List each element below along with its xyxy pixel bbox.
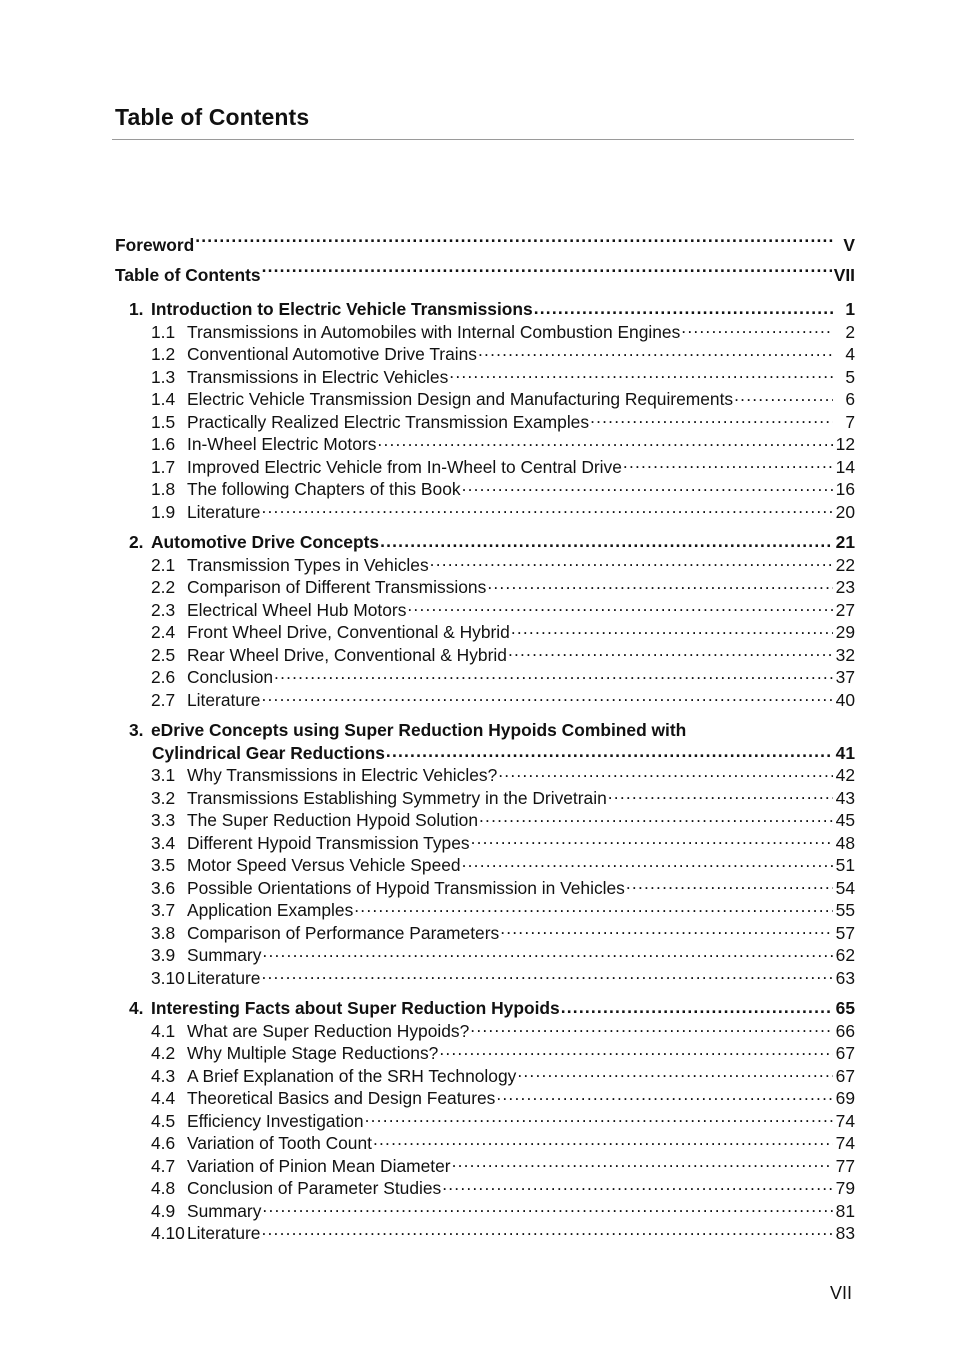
- toc-section-entry: [115, 478, 855, 501]
- chapter-number: 4.: [129, 998, 144, 1018]
- section-title: Motor Speed Versus Vehicle Speed: [187, 855, 461, 875]
- toc-section-entry: [115, 1020, 855, 1043]
- section-number: 2.7: [151, 689, 176, 710]
- section-title: Possible Orientations of Hypoid Transmission in Vehicles: [187, 877, 625, 898]
- toc-section-entry: [115, 621, 855, 644]
- dot-leader: [262, 260, 832, 284]
- dot-leader: [377, 433, 833, 455]
- section-number: 4.10: [151, 1223, 185, 1243]
- section-title: Front Wheel Drive, Conventional & Hybrid: [187, 622, 510, 642]
- dot-leader: [430, 554, 833, 576]
- section-number: 2.2: [151, 577, 176, 597]
- page-number: VII: [829, 1283, 852, 1303]
- toc-front-entry: [115, 230, 855, 260]
- toc-section-entry: [115, 944, 855, 967]
- section-page: 29: [835, 622, 855, 642]
- dot-leader: [626, 877, 833, 899]
- section-page: 51: [835, 855, 855, 875]
- section-page: 43: [835, 787, 855, 808]
- section-page: 16: [835, 479, 855, 499]
- section-page: 45: [835, 810, 855, 830]
- dot-leader: [386, 742, 833, 766]
- section-title: Literature: [187, 501, 261, 522]
- dot-leader: [261, 1222, 833, 1244]
- toc-section-entry: [115, 1155, 855, 1178]
- toc-section-entry: [115, 787, 855, 810]
- dot-leader: [681, 321, 833, 343]
- section-page: 40: [835, 689, 855, 710]
- dot-leader: [487, 576, 833, 598]
- section-title: Literature: [187, 967, 261, 988]
- section-number: 4.4: [151, 1088, 176, 1108]
- toc-section-entry: [115, 1110, 855, 1133]
- dot-leader: [262, 944, 833, 966]
- section-number: 1.8: [151, 479, 176, 499]
- section-title: Literature: [187, 1223, 261, 1243]
- section-page: 67: [835, 1065, 855, 1086]
- section-number: 4.7: [151, 1155, 176, 1176]
- section-title: Improved Electric Vehicle from In-Wheel to Central Drive: [187, 456, 622, 477]
- section-page: 67: [835, 1043, 855, 1063]
- section-number: 1.1: [151, 321, 176, 342]
- dot-leader: [439, 1042, 833, 1064]
- section-number: 3.5: [151, 855, 176, 875]
- section-number: 3.1: [151, 765, 176, 785]
- section-title: What are Super Reduction Hypoids?: [187, 1020, 470, 1041]
- section-page: 63: [835, 967, 855, 988]
- toc-section-entry: [115, 433, 855, 456]
- section-page: 54: [835, 877, 855, 898]
- section-page: 79: [835, 1178, 855, 1198]
- dot-leader: [478, 343, 833, 365]
- toc-section-entry: [115, 321, 855, 344]
- section-page: 14: [835, 456, 855, 477]
- section-title: Comparison of Performance Parameters: [187, 922, 500, 943]
- dot-leader: [561, 997, 833, 1021]
- dot-leader: [261, 689, 833, 711]
- section-title: The following Chapters of this Book: [187, 479, 461, 499]
- section-number: 3.3: [151, 810, 176, 830]
- dot-leader: [534, 298, 833, 322]
- toc-chapter-heading: [115, 531, 855, 554]
- section-title: Practically Realized Electric Transmission Examples: [187, 411, 590, 432]
- toc-section-entry: [115, 1087, 855, 1110]
- section-title: Rear Wheel Drive, Conventional & Hybrid: [187, 644, 507, 665]
- section-title: Conclusion: [187, 667, 274, 687]
- section-number: 2.5: [151, 644, 176, 665]
- entry-title: Table of Contents: [115, 265, 261, 285]
- toc-section-entry: [115, 922, 855, 945]
- toc-section-entry: [115, 832, 855, 855]
- dot-leader: [261, 967, 833, 989]
- dot-leader: [262, 1200, 833, 1222]
- chapter-page: 21: [835, 532, 855, 552]
- dot-leader: [498, 764, 833, 786]
- dot-leader: [511, 621, 833, 643]
- section-page: 74: [835, 1110, 855, 1131]
- dot-leader: [452, 1155, 833, 1177]
- section-number: 3.2: [151, 787, 176, 808]
- spacer: [115, 290, 855, 298]
- toc-section-entry: [115, 689, 855, 712]
- section-number: 3.10: [151, 967, 185, 988]
- section-number: 4.5: [151, 1110, 176, 1131]
- chapter-number: 1.: [129, 299, 144, 319]
- section-title: Why Transmissions in Electric Vehicles?: [187, 765, 498, 785]
- section-page: 6: [845, 389, 855, 409]
- toc-chapter-heading: [115, 997, 855, 1020]
- section-title: Transmission Types in Vehicles: [187, 554, 429, 575]
- spacer: [115, 989, 855, 997]
- section-title: Variation of Pinion Mean Diameter: [187, 1155, 451, 1176]
- section-title: A Brief Explanation of the SRH Technology: [187, 1065, 517, 1086]
- chapter-number: 3.: [129, 720, 144, 740]
- section-page: 42: [835, 765, 855, 785]
- section-number: 1.3: [151, 366, 176, 387]
- toc-section-entry: [115, 809, 855, 832]
- spacer: [115, 523, 855, 531]
- section-number: 4.3: [151, 1065, 176, 1086]
- section-number: 1.9: [151, 501, 176, 522]
- section-title: In-Wheel Electric Motors: [187, 434, 377, 454]
- section-title: Theoretical Basics and Design Features: [187, 1088, 496, 1108]
- table-of-contents: [115, 230, 855, 1245]
- toc-section-entry: [115, 343, 855, 366]
- section-page: 4: [845, 344, 855, 364]
- dot-leader: [479, 809, 833, 831]
- section-page: 66: [835, 1020, 855, 1041]
- section-number: 1.7: [151, 456, 176, 477]
- dot-leader: [449, 366, 833, 388]
- section-title: Transmissions in Automobiles with Internal Combustion Engines: [187, 321, 681, 342]
- chapter-page: 1: [845, 299, 855, 319]
- section-page: 37: [835, 667, 855, 687]
- toc-section-entry: [115, 456, 855, 479]
- page-title: Table of Contents: [115, 104, 310, 130]
- dot-leader: [500, 922, 833, 944]
- toc-section-entry: [115, 764, 855, 787]
- section-number: 4.6: [151, 1133, 176, 1153]
- section-title: Literature: [187, 689, 261, 710]
- section-number: 2.3: [151, 599, 176, 620]
- section-number: 3.8: [151, 922, 176, 943]
- chapter-title: Introduction to Electric Vehicle Transmissions: [151, 299, 533, 319]
- dot-leader: [734, 388, 833, 410]
- section-page: 27: [835, 599, 855, 620]
- dot-leader: [442, 1177, 833, 1199]
- section-title: Summary: [187, 1200, 262, 1221]
- toc-section-entry: [115, 899, 855, 922]
- chapter-page: 41: [835, 742, 855, 763]
- section-number: 2.4: [151, 622, 176, 642]
- dot-leader: [365, 1110, 833, 1132]
- section-title: Application Examples: [187, 900, 354, 920]
- section-number: 3.7: [151, 900, 176, 920]
- section-page: 5: [845, 366, 855, 387]
- toc-section-entry: [115, 411, 855, 434]
- dot-leader: [471, 832, 833, 854]
- section-page: 55: [835, 900, 855, 920]
- dot-leader: [195, 230, 833, 254]
- toc-section-entry: [115, 877, 855, 900]
- toc-section-entry: [115, 1200, 855, 1223]
- toc-section-entry: [115, 599, 855, 622]
- section-title: Electrical Wheel Hub Motors: [187, 599, 407, 620]
- section-title: Summary: [187, 945, 262, 965]
- section-title: The Super Reduction Hypoid Solution: [187, 810, 478, 830]
- toc-section-entry: [115, 501, 855, 524]
- toc-section-entry: [115, 666, 855, 689]
- toc-section-entry: [115, 644, 855, 667]
- toc-section-entry: [115, 1222, 855, 1245]
- section-page: 22: [835, 554, 855, 575]
- section-number: 2.1: [151, 554, 176, 575]
- section-title: Why Multiple Stage Reductions?: [187, 1043, 439, 1063]
- section-page: 57: [835, 922, 855, 943]
- section-number: 1.6: [151, 434, 176, 454]
- toc-front-entry: [115, 260, 855, 290]
- dot-leader: [590, 411, 833, 433]
- section-number: 3.4: [151, 832, 176, 853]
- dot-leader: [508, 644, 833, 666]
- section-number: 1.2: [151, 344, 176, 364]
- section-page: 81: [835, 1200, 855, 1221]
- dot-leader: [354, 899, 833, 921]
- dot-leader: [496, 1087, 833, 1109]
- section-page: 74: [835, 1133, 855, 1153]
- section-page: 48: [835, 832, 855, 853]
- section-page: 12: [835, 434, 855, 454]
- section-title: Efficiency Investigation: [187, 1110, 364, 1131]
- section-number: 4.1: [151, 1020, 176, 1041]
- section-page: 69: [835, 1088, 855, 1108]
- dot-leader: [517, 1065, 833, 1087]
- chapter-title: Automotive Drive Concepts: [151, 532, 380, 552]
- section-page: 23: [835, 577, 855, 597]
- section-title: Conclusion of Parameter Studies: [187, 1178, 442, 1198]
- dot-leader: [380, 531, 833, 555]
- dot-leader: [462, 854, 833, 876]
- dot-leader: [261, 501, 833, 523]
- section-number: 3.6: [151, 877, 176, 898]
- chapter-title: Interesting Facts about Super Reduction Hypoids: [151, 998, 560, 1018]
- entry-page: VII: [833, 265, 855, 285]
- section-title: Variation of Tooth Count: [187, 1133, 372, 1153]
- chapter-number: 2.: [129, 532, 144, 552]
- toc-section-entry: [115, 1065, 855, 1088]
- section-page: 77: [835, 1155, 855, 1176]
- toc-section-entry: [115, 854, 855, 877]
- section-page: 2: [845, 321, 855, 342]
- chapter-title: eDrive Concepts using Super Reduction Hypoids Combined with: [151, 720, 687, 740]
- section-title: Comparison of Different Transmissions: [187, 577, 487, 597]
- section-page: 32: [835, 644, 855, 665]
- toc-section-entry: [115, 967, 855, 990]
- title-divider: [112, 139, 854, 140]
- section-title: Transmissions Establishing Symmetry in the Drivetrain: [187, 787, 607, 808]
- toc-section-entry: [115, 576, 855, 599]
- dot-leader: [623, 456, 833, 478]
- section-page: 7: [845, 411, 855, 432]
- section-page: 62: [835, 945, 855, 965]
- section-number: 4.2: [151, 1043, 176, 1063]
- spacer: [115, 711, 855, 719]
- dot-leader: [407, 599, 833, 621]
- section-number: 4.9: [151, 1200, 176, 1221]
- section-title: Electric Vehicle Transmission Design and Manufacturing Requirements: [187, 389, 734, 409]
- section-number: 3.9: [151, 945, 176, 965]
- section-title: Transmissions in Electric Vehicles: [187, 366, 449, 387]
- toc-section-entry: [115, 1042, 855, 1065]
- section-number: 1.4: [151, 389, 176, 409]
- section-page: 83: [835, 1223, 855, 1243]
- section-title: Different Hypoid Transmission Types: [187, 832, 470, 853]
- dot-leader: [373, 1132, 833, 1154]
- section-number: 4.8: [151, 1178, 176, 1198]
- entry-page: V: [843, 235, 855, 255]
- toc-section-entry: [115, 1132, 855, 1155]
- dot-leader: [608, 787, 833, 809]
- dot-leader: [470, 1020, 833, 1042]
- entry-title: Foreword: [115, 235, 195, 255]
- section-page: 20: [835, 501, 855, 522]
- section-number: 1.5: [151, 411, 176, 432]
- toc-chapter-heading: [115, 719, 855, 742]
- chapter-page: 65: [835, 998, 855, 1018]
- chapter-title-cont: Cylindrical Gear Reductions: [152, 742, 385, 763]
- toc-section-entry: [115, 388, 855, 411]
- toc-section-entry: [115, 1177, 855, 1200]
- section-number: 2.6: [151, 667, 176, 687]
- toc-section-entry: [115, 554, 855, 577]
- section-title: Conventional Automotive Drive Trains: [187, 344, 477, 364]
- toc-chapter-heading-cont: [115, 742, 855, 765]
- toc-section-entry: [115, 366, 855, 389]
- dot-leader: [462, 478, 833, 500]
- toc-chapter-heading: [115, 298, 855, 321]
- dot-leader: [274, 666, 833, 688]
